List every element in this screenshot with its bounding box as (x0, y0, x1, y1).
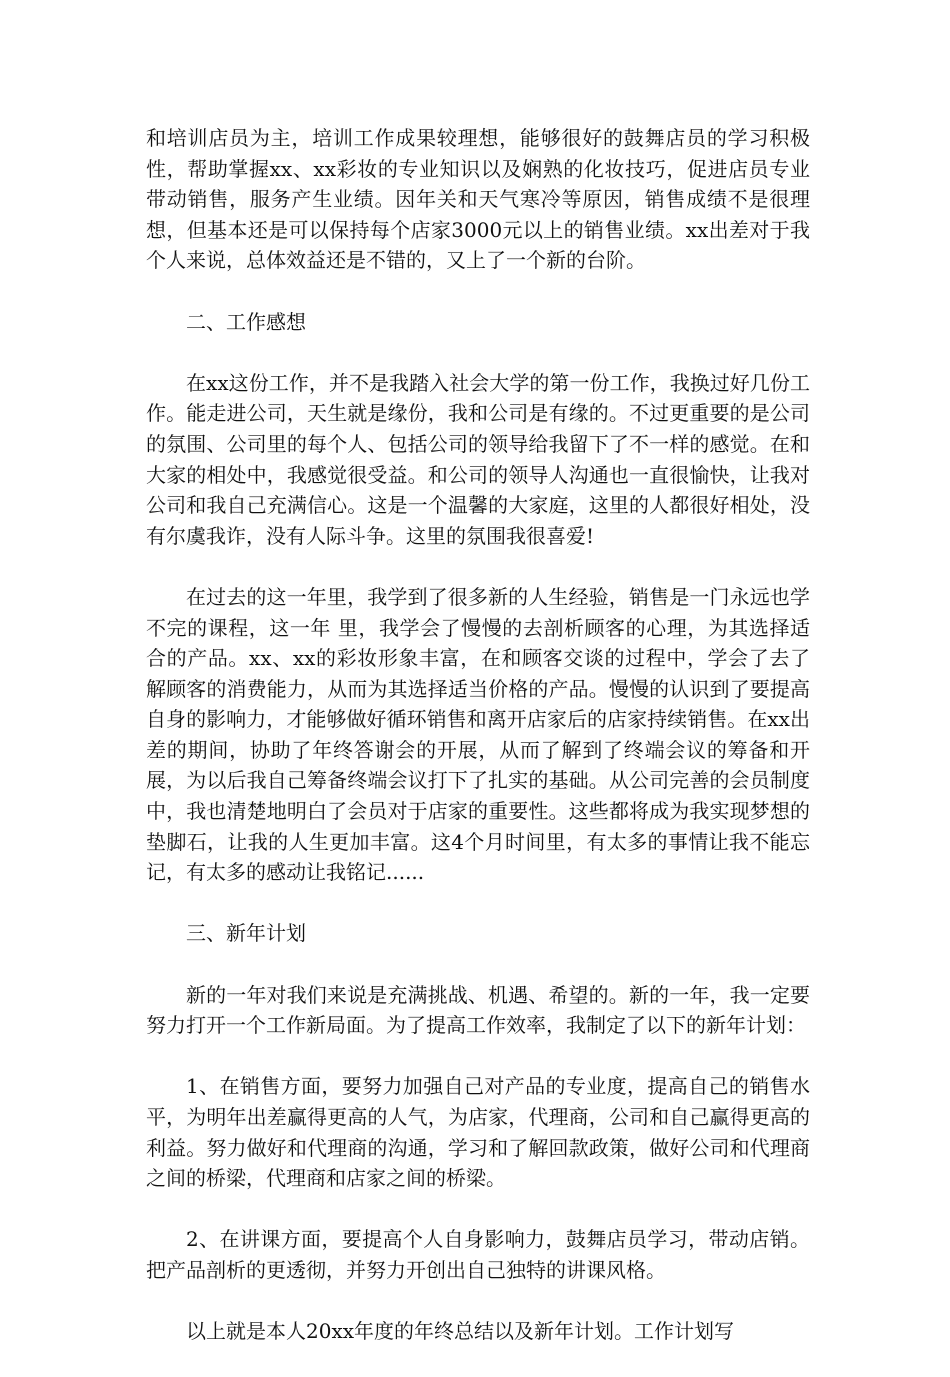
paragraph-1: 和培训店员为主，培训工作成果较理想，能够很好的鼓舞店员的学习积极性，帮助掌握xx、xx彩妆的专业知识以及娴熟的化妆技巧，促进店员专业带动销售，服务产生业绩。因年关和天气寒冷等原因，销售成绩不是很理想，但基本还是可以保持每个店家3000元以上的销售业绩。xx出差对于我个人来说，总体效益还是不错的，又上了一个新的台阶。 (146, 126, 810, 273)
paragraph-4: 新的一年对我们来说是充满挑战、机遇、希望的。新的一年，我一定要努力打开一个工作新局面。为了提高工作效率，我制定了以下的新年计划： (146, 982, 810, 1038)
paragraph-2: 在xx这份工作，并不是我踏入社会大学的第一份工作，我换过好几份工作。能走进公司，天生就是缘份，我和公司是有缘的。不过更重要的是公司的氛围、公司里的每个人、包括公司的领导给我留下了不一样的感觉。在和大家的相处中，我感觉很受益。和公司的领导人沟通也一直很愉快，让我对公司和我自己充满信心。这是一个温馨的大家庭，这里的人都很好相处，没有尔虞我诈，没有人际斗争。这里的氛围我很喜爱! (146, 370, 810, 548)
section-heading-work-thoughts: 二、工作感想 (186, 309, 306, 334)
document-body (146, 123, 810, 1377)
paragraph-closing: 以上就是本人20xx年度的年终总结以及新年计划。工作计划写 (186, 1319, 735, 1344)
paragraph-3: 在过去的这一年里，我学到了很多新的人生经验，销售是一门永远也学不完的课程，这一年 里，我学会了慢慢的去剖析顾客的心理，为其选择适合的产品。xx、xx的彩妆形象丰富，在和顾客交谈的过程中，学会了去了解顾客的消费能力，从而为其选择适当价格的产品。慢慢的认识到了要提高自身的影响力，才能够做好循环销售和离开店家后的店家持续销售。在xx出差的期间，协助了年终答谢会的开展，从而了解到了终端会议的筹备和开展，为以后我自己筹备终端会议打下了扎实的基础。从公司完善的会员制度中，我也清楚地明白了会员对于店家的重要性。这些都将成为我实现梦想的垫脚石，让我的人生更加丰富。这4个月时间里，有太多的事情让我不能忘记，有太多的感动让我铭记...... (146, 584, 810, 885)
plan-item-1: 1、在销售方面，要努力加强自己对产品的专业度，提高自己的销售水平，为明年出差赢得更高的人气，为店家，代理商，公司和自己赢得更高的利益。努力做好和代理商的沟通，学习和了解回款政策，做好公司和代理商之间的桥梁，代理商和店家之间的桥梁。 (146, 1074, 810, 1191)
plan-item-2: 2、在讲课方面，要提高个人自身影响力，鼓舞店员学习，带动店销。把产品剖析的更透彻，并努力开创出自己独特的讲课风格。 (146, 1227, 810, 1282)
section-heading-new-year-plan: 三、新年计划 (186, 921, 306, 946)
